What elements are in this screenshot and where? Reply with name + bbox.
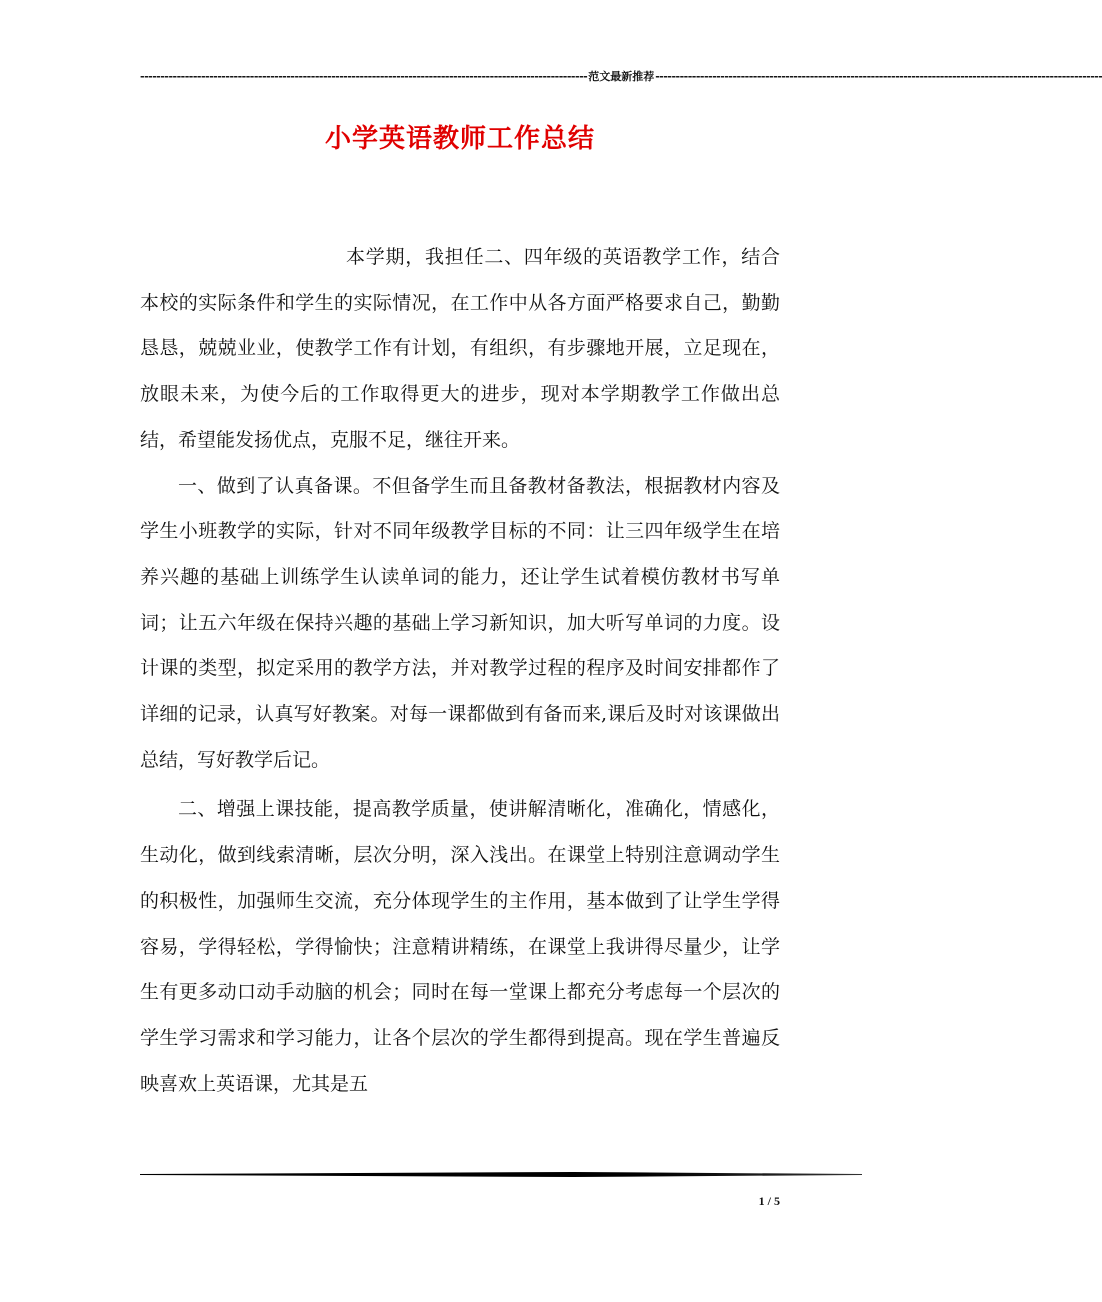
paragraph-section-2: 二、增强上课技能，提高教学质量，使讲解清晰化，准确化，情感化，生动化，做到线索清晰，层次分明，深入浅出。在课堂上特别注意调动学生的积极性，加强师生交流，充分体现学生的主作用，基本做到了让学生学得容易，学得轻松，学得愉快；注意精讲精练，在课堂上我讲得尽量少，让学生有更多动口动手动脑的机会；同时在每一堂课上都充分考虑每一个层次的学生学习需求和学习能力，让各个层次的学生都得到提高。现在学生普遍反映喜欢上英语课，尤其是五 <box>140 798 780 1095</box>
paragraph-intro: 本学期，我担任二、四年级的英语教学工作，结合本校的实际条件和学生的实际情况，在工作中从各方面严格要求自己，勤勤恳恳，兢兢业业，使教学工作有计划，有组织，有步骤地开展，立足现在，放眼未来，为使今后的工作取得更大的进步，现对本学期教学工作做出总结，希望能发扬优点，克服不足，继往开来。 <box>140 246 780 451</box>
header-label: 范文最新推荐 <box>588 70 655 83</box>
page-number: 1 / 5 <box>758 1194 780 1208</box>
header-left-dashes: -------------------------------------------------------------------------------------------------------------- <box>140 69 588 83</box>
paragraph-section-1: 一、做到了认真备课。不但备学生而且备教材备教法，根据教材内容及学生小班教学的实际，针对不同年级教学目标的不同：让三四年级学生在培养兴趣的基础上训练学生认读单词的能力，还让学生试着模仿教材书写单词；让五六年级在保持兴趣的基础上学习新知识，加大听写单词的力度。设计课的类型，拟定采用的教学方法，并对教学过程的程序及时间安排都作了详细的记录，认真写好教案。对每一课都做到有备而来,课后及时对该课做出总结，写好教学后记。 <box>140 474 780 771</box>
document-body <box>140 235 780 1107</box>
page-header <box>140 68 1102 84</box>
header-right-dashes: -------------------------------------------------------------------------------------------------------------- <box>655 69 1102 83</box>
document-title: 小学英语教师工作总结 <box>324 124 595 154</box>
footer-rule <box>140 1172 862 1177</box>
